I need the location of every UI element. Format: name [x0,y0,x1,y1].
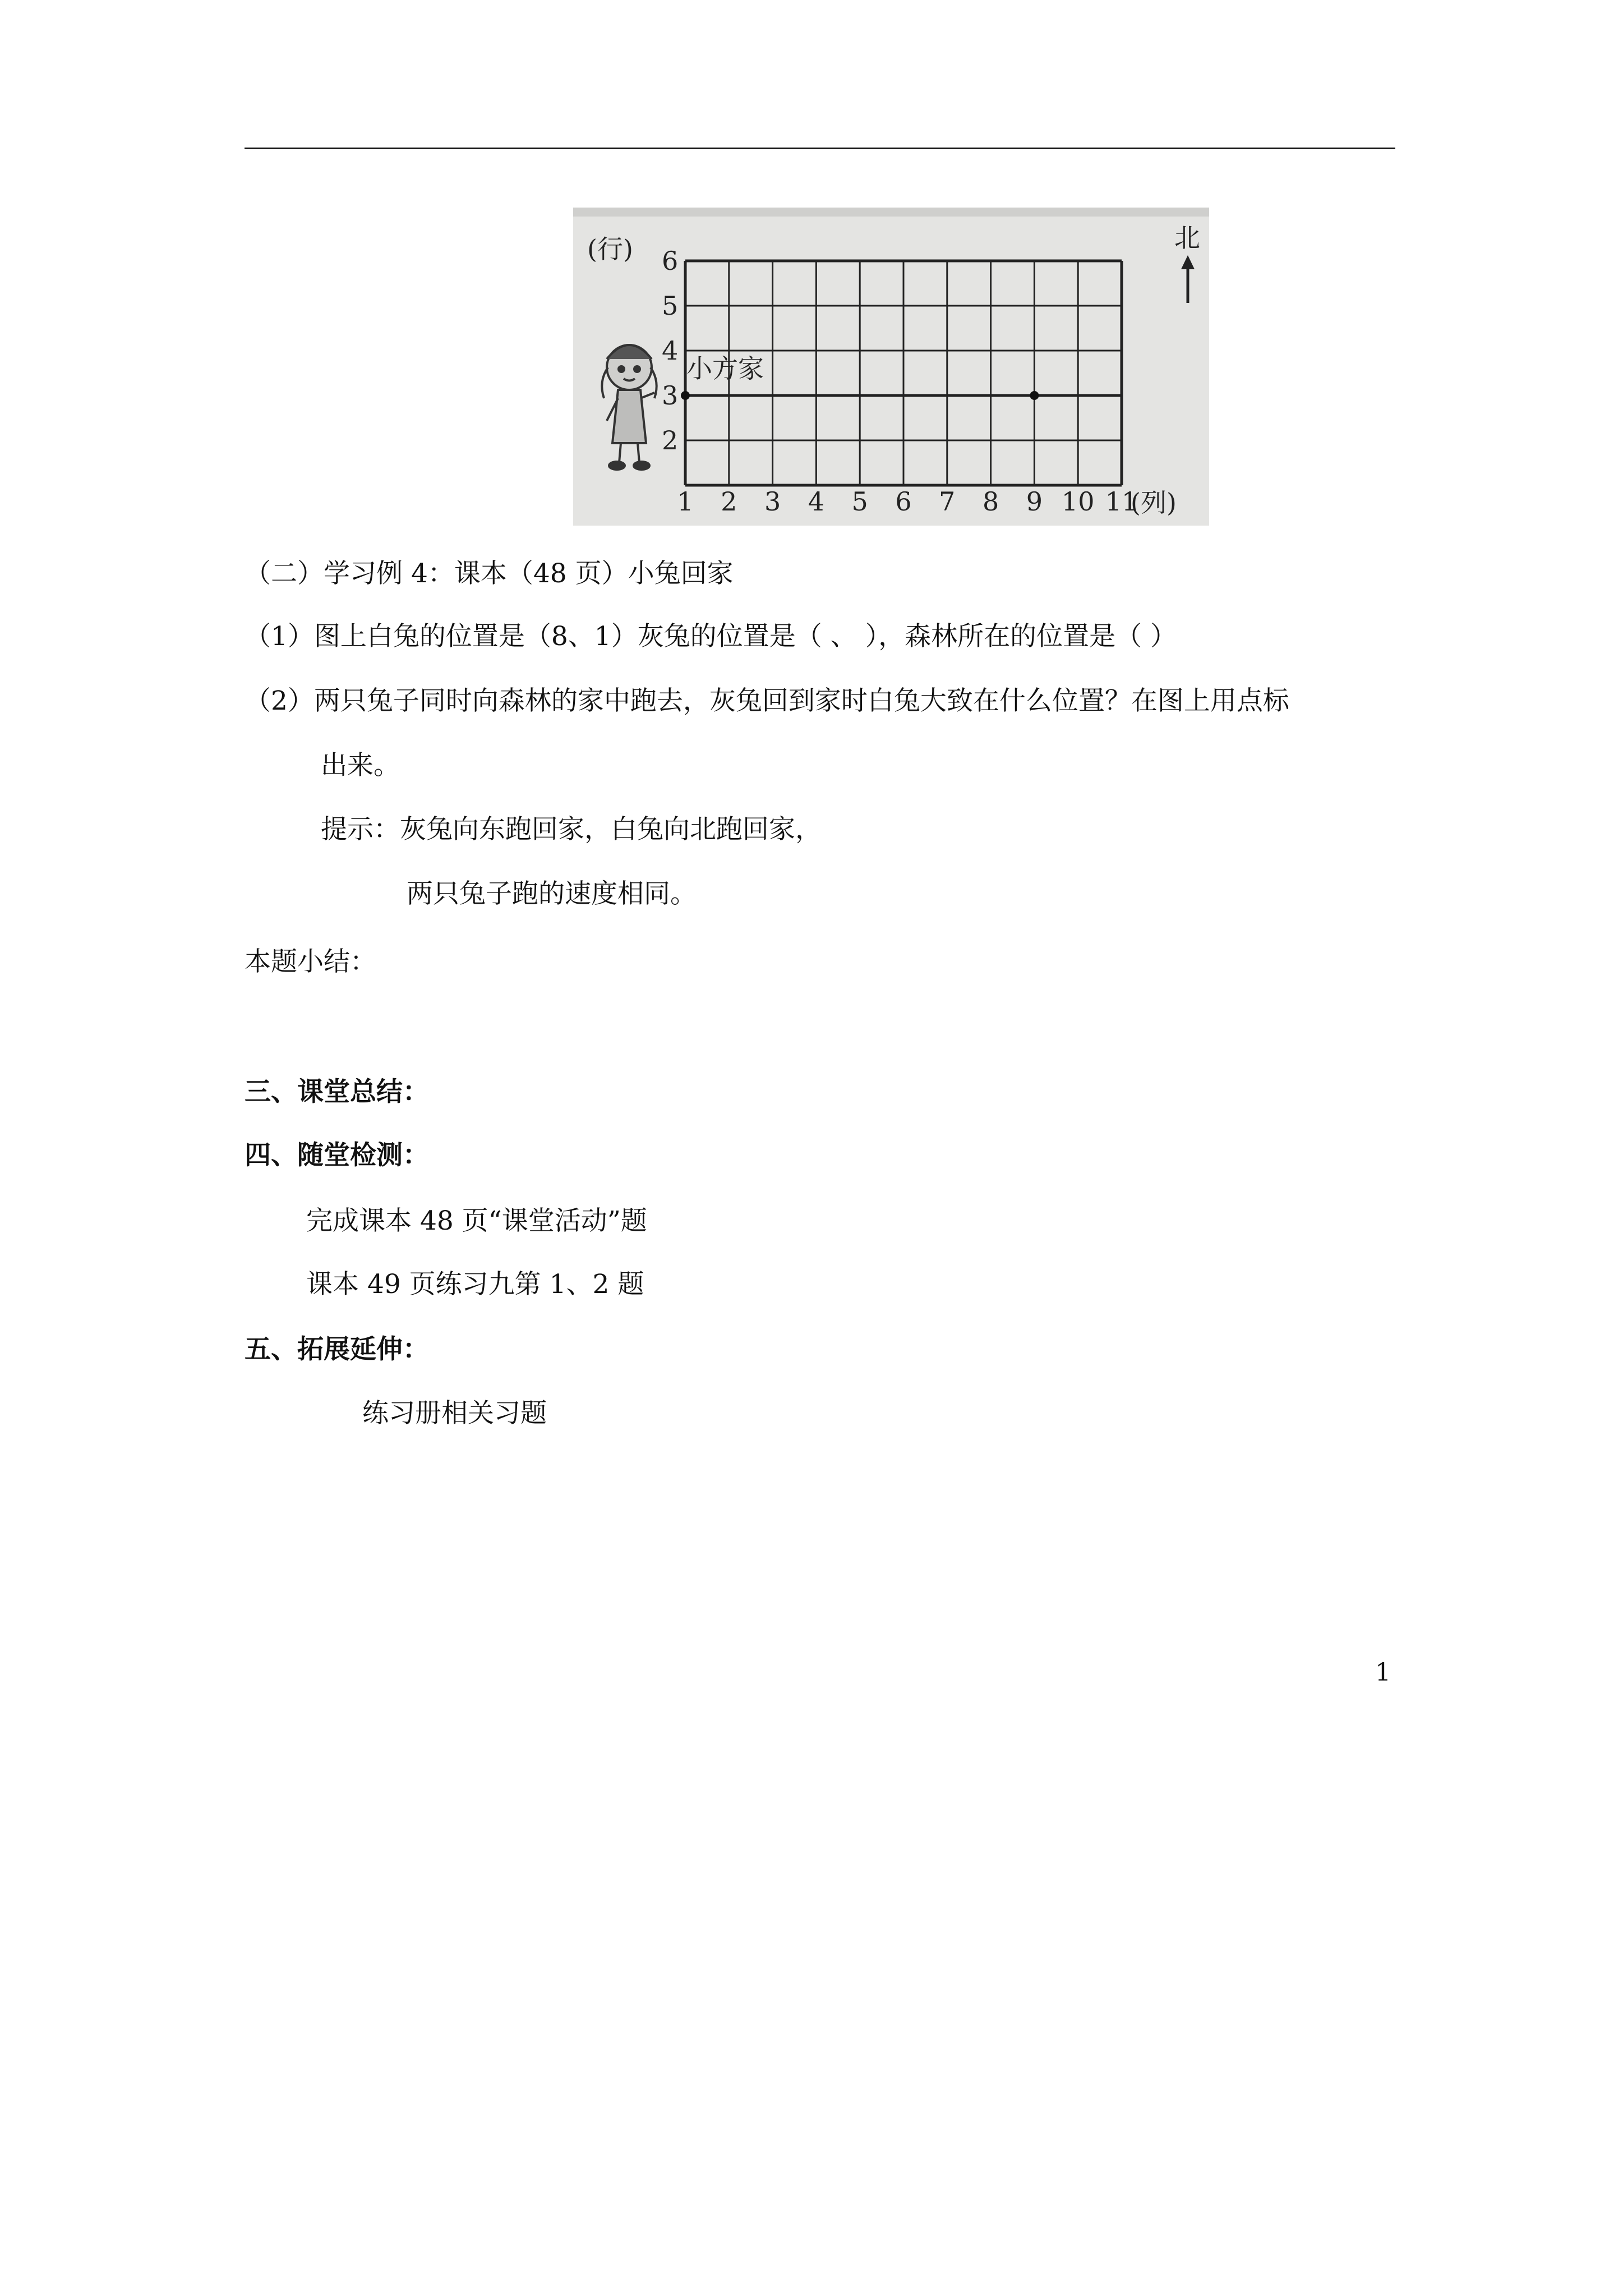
section4-heading: 四、随堂检测： [245,1140,429,1171]
girl-illustration [602,345,656,470]
col-tick-label: 3 [764,486,781,517]
row-tick-label: 3 [662,380,679,411]
question-2-line-2: 出来。 [321,750,400,781]
row-tick-label: 2 [662,425,679,455]
row-axis-label: (行) [587,234,633,264]
row-tick-label: 4 [662,335,679,366]
grid-labels [587,223,1200,518]
home-label: 小方家 [686,353,764,384]
summary-label: 本题小结： [245,946,376,977]
north-arrow-icon [1181,255,1195,303]
row-tick-label: 5 [662,291,679,321]
section2-heading: （二）学习例 4：课本（48 页）小兔回家 [245,558,734,589]
col-tick-label: 6 [895,486,912,517]
hint-line-1: 提示：灰兔向东跑回家，白兔向北跑回家， [321,814,822,845]
section4-item-1: 完成课本 48 页“课堂活动”题 [306,1205,647,1236]
question-1: （1）图上白兔的位置是（8、1）灰兔的位置是（ 、 ），森林所在的位置是（ ） [245,621,1177,652]
col-tick-label: 2 [721,486,737,517]
col-tick-label: 5 [851,486,868,517]
hint-line-2: 两只兔子跑的速度相同。 [407,878,697,909]
home-point [681,391,690,400]
col-tick-label: 8 [982,486,999,517]
marked-point [1030,391,1039,400]
section5-heading: 五、拓展延伸： [245,1334,429,1365]
col-tick-label: 7 [939,486,956,517]
col-tick-label: 10 [1061,486,1095,517]
coordinate-grid-figure [573,208,1209,526]
section3-heading: 三、课堂总结： [245,1076,429,1107]
row-tick-label: 6 [662,246,679,276]
section5-item-1: 练习册相关习题 [362,1398,547,1429]
header-rule [245,148,1395,149]
col-tick-label: 4 [808,486,825,517]
north-label: 北 [1174,223,1200,253]
grid-svg [573,208,1209,526]
question-2-line-1: （2）两只兔子同时向森林的家中跑去，灰兔回到家时白兔大致在什么位置？在图上用点标 [245,685,1289,716]
section4-item-2: 课本 49 页练习九第 1、2 题 [306,1269,644,1300]
page-number: 1 [1375,1658,1391,1687]
col-tick-label: 11 [1105,486,1138,517]
col-axis-label: (列) [1131,487,1177,518]
col-tick-label: 1 [677,486,694,517]
col-tick-label: 9 [1026,486,1043,517]
